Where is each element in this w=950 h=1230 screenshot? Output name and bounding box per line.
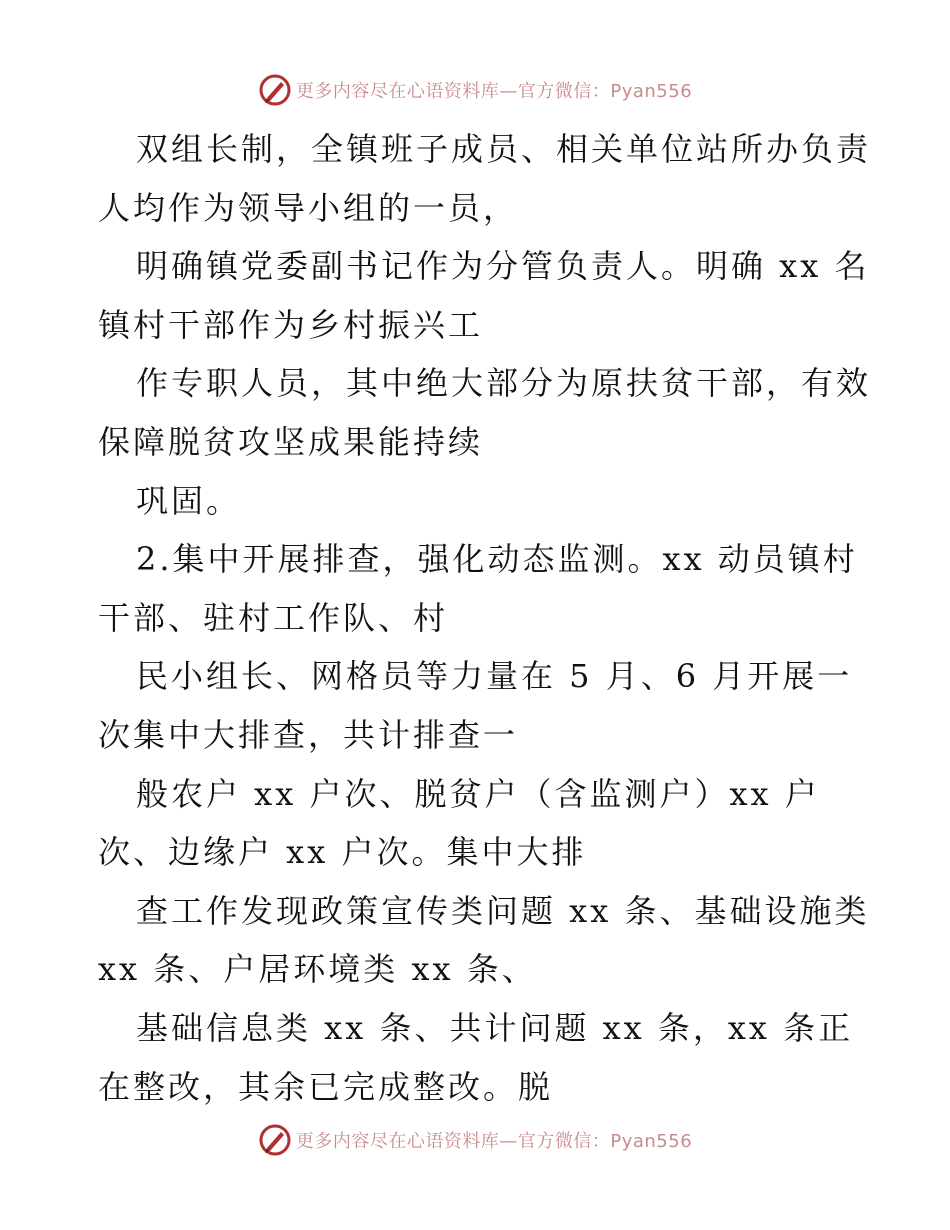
text-line: 次、边缘户 xx 户次。集中大排	[98, 833, 587, 872]
footer-watermark	[0, 1120, 950, 1160]
text-line: 巩固。	[136, 481, 242, 520]
header-watermark	[0, 70, 950, 110]
text-line: 作专职人员，其中绝大部分为原扶贫干部，有效	[136, 364, 872, 403]
document-body	[98, 120, 872, 1116]
text-line: 民小组长、网格员等力量在 5 月、6 月开展一	[136, 657, 853, 696]
pen-logo-icon	[258, 1123, 292, 1157]
text-line: 保障脱贫攻坚成果能持续	[98, 422, 484, 461]
text-line: 次集中大排查，共计排查一	[98, 715, 519, 754]
text-line: 干部、驻村工作队、村	[98, 598, 449, 637]
text-line: 在整改，其余已完成整改。脱	[98, 1067, 554, 1106]
text-line: 查工作发现政策宣传类问题 xx 条、基础设施类	[136, 891, 870, 930]
text-line: 基础信息类 xx 条、共计问题 xx 条，xx 条正	[136, 1008, 854, 1047]
pen-logo-icon	[258, 73, 292, 107]
text-line: 般农户 xx 户次、脱贫户（含监测户）xx 户	[136, 774, 820, 813]
text-line: 明确镇党委副书记作为分管负责人。明确 xx 名	[136, 247, 870, 286]
text-line: 双组长制，全镇班子成员、相关单位站所办负责	[136, 130, 872, 168]
text-line: 人均作为领导小组的一员，	[98, 188, 519, 227]
text-line: 2.集中开展排查，强化动态监测。xx 动员镇村	[136, 540, 858, 579]
watermark-text: 更多内容尽在心语资料库—官方微信：Pyan556	[295, 81, 693, 102]
text-line: xx 条、户居环境类 xx 条、	[98, 950, 537, 989]
watermark-text: 更多内容尽在心语资料库—官方微信：Pyan556	[295, 1131, 693, 1152]
text-line: 镇村干部作为乡村振兴工	[98, 305, 484, 344]
